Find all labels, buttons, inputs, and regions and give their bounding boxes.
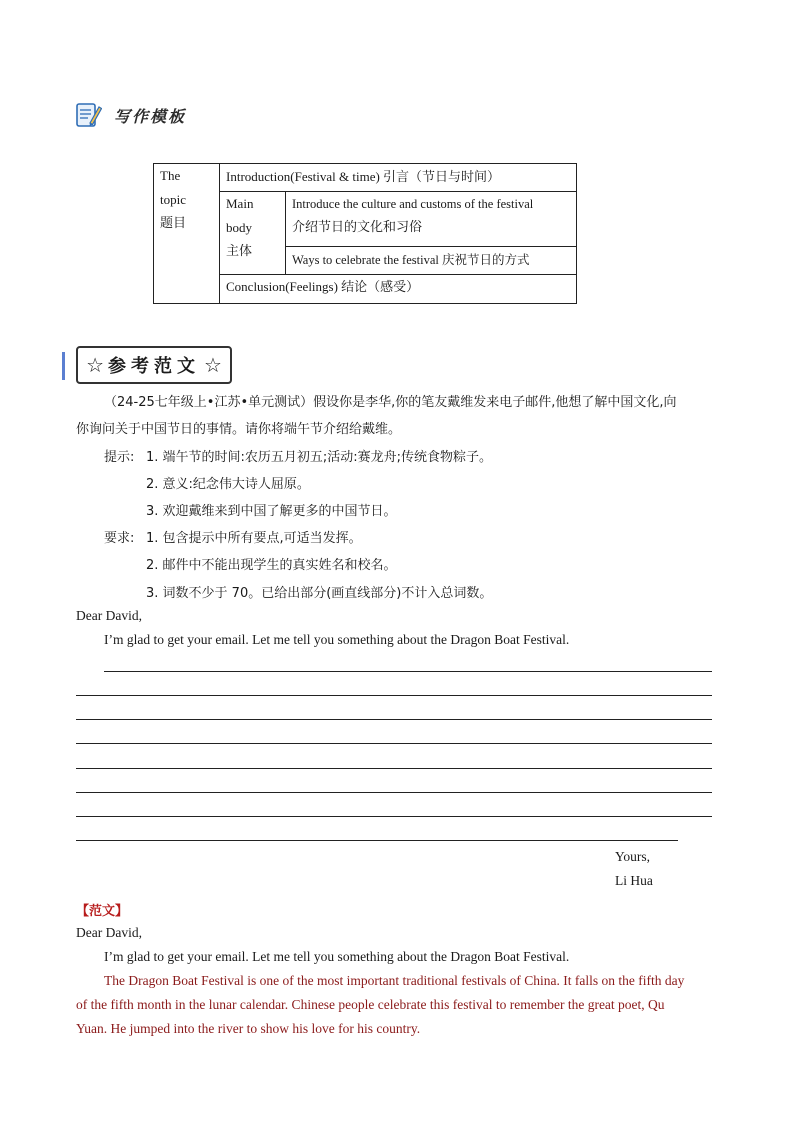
sample-greeting: Dear David, (76, 925, 142, 940)
hint-item: 1. 端午节的时间:农历五月初五;活动:赛龙舟;传统食物粽子。 (146, 450, 493, 465)
requirement-item: 2. 邮件中不能出现学生的真实姓名和校名。 (146, 558, 397, 573)
requirements-label: 要求: (104, 531, 135, 546)
topic-label-en2: topic (160, 192, 186, 207)
writing-line (76, 840, 678, 841)
letter-greeting: Dear David, (76, 608, 142, 623)
letter-opening: I’m glad to get your email. Let me tell you something about the Dragon Boat Festival. (104, 632, 570, 647)
badge-accent-bar (62, 352, 65, 380)
hint-item: 3. 欢迎戴维来到中国了解更多的中国节日。 (146, 504, 397, 519)
section-header (76, 100, 186, 130)
topic-label-en1: The (160, 168, 181, 183)
culture-cell (286, 192, 577, 247)
topic-label-zh: 题目 (160, 216, 187, 231)
outline-table (153, 163, 577, 304)
main-body-label-en1: Main (226, 196, 254, 211)
writing-line (104, 671, 712, 672)
reference-essay-badge (76, 346, 232, 384)
hints-label: 提示: (104, 450, 135, 465)
sample-line: The Dragon Boat Festival is one of the most important traditional festivals of China. It falls on the fifth day (104, 973, 685, 988)
requirement-item: 3. 词数不少于 70。已给出部分(画直线部分)不计入总词数。 (146, 586, 493, 601)
introduction-cell: Introduction(Festival & time) 引言（节日与时间） (220, 164, 577, 192)
prompt-line-2: 你询问关于中国节日的事情。请你将端午节介绍给戴维。 (76, 422, 402, 437)
requirement-item: 1. 包含提示中所有要点,可适当发挥。 (146, 531, 362, 546)
writing-line (76, 792, 712, 793)
topic-cell (154, 164, 220, 304)
culture-text-en: Introduce the culture and customs of the festival (292, 197, 534, 211)
conclusion-cell: Conclusion(Feelings) 结论（感受） (220, 275, 577, 304)
writing-line (76, 768, 712, 769)
star-icon: ☆ (204, 353, 222, 377)
ways-cell: Ways to celebrate the festival 庆祝节日的方式 (286, 247, 577, 275)
sample-opening: I’m glad to get your email. Let me tell you something about the Dragon Boat Festival. (104, 949, 570, 964)
writing-line (76, 695, 712, 696)
writing-line (76, 816, 712, 817)
sample-line: of the fifth month in the lunar calendar. Chinese people celebrate this festival to remember the great poet, Qu (76, 997, 665, 1012)
culture-text-zh: 介绍节日的文化和习俗 (292, 220, 423, 235)
star-icon: ☆ (86, 353, 104, 377)
badge-text: 参考范文 (108, 356, 200, 377)
sample-label: 【范文】 (76, 904, 129, 919)
hint-item: 2. 意义:纪念伟大诗人屈原。 (146, 477, 310, 492)
main-body-label-zh: 主体 (226, 244, 253, 259)
main-body-cell (220, 192, 286, 275)
letter-signature: Li Hua (615, 873, 653, 888)
writing-line (76, 719, 712, 720)
main-body-label-en2: body (226, 220, 252, 235)
pencil-note-icon (76, 101, 102, 129)
section-title: 写作模板 (114, 106, 187, 126)
writing-line (76, 743, 712, 744)
letter-closing: Yours, (615, 849, 651, 864)
prompt-line-1: （24-25七年级上•江苏•单元测试）假设你是李华,你的笔友戴维发来电子邮件,他想了解中国文化,向 (104, 395, 677, 410)
sample-line: Yuan. He jumped into the river to show his love for his country. (76, 1021, 421, 1036)
